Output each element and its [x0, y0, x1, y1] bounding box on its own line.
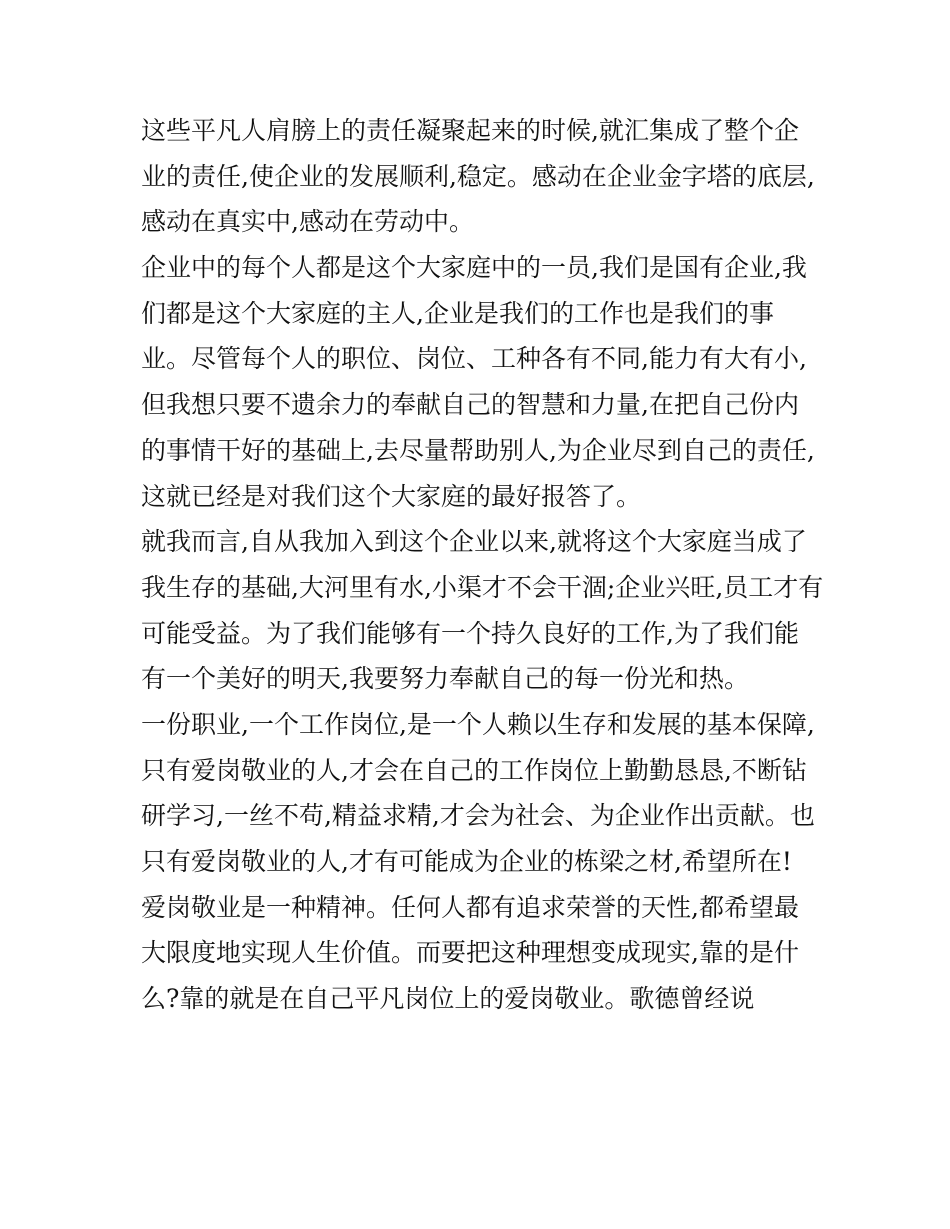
text-line: 我生存的基础,大河里有水,小渠才不会干涸;企业兴旺,员工才有: [141, 572, 824, 602]
text-line: 一份职业,一个工作岗位,是一个人赖以生存和发展的基本保障,: [141, 709, 815, 739]
text-line: 可能受益。为了我们能够有一个持久良好的工作,为了我们能: [141, 618, 799, 648]
text-line: 业。尽管每个人的职位、岗位、工种各有不同,能力有大有小,: [141, 344, 807, 374]
text-line: 的事情干好的基础上,去尽量帮助别人,为企业尽到自己的责任,: [141, 435, 815, 465]
text-line: 只有爱岗敬业的人,才会在自己的工作岗位上勤勤恳恳,不断钻: [141, 755, 807, 785]
text-line: 们都是这个大家庭的主人,企业是我们的工作也是我们的事: [141, 298, 774, 328]
text-line: 感动在真实中,感动在劳动中。: [141, 207, 474, 237]
text-line: 有一个美好的明天,我要努力奉献自己的每一份光和热。: [141, 664, 749, 694]
text-line: 业的责任,使企业的发展顺利,稳定。感动在企业金字塔的底层,: [141, 161, 815, 191]
text-line: 这些平凡人肩膀上的责任凝聚起来的时候,就汇集成了整个企: [141, 116, 799, 145]
text-line: 但我想只要不遗余力的奉献自己的智慧和力量,在把自己份内: [141, 390, 799, 420]
text-line: 这就已经是对我们这个大家庭的最好报答了。: [141, 481, 642, 511]
text-line: 么?靠的就是在自己平凡岗位上的爱岗敬业。歌德曾经说: [141, 984, 755, 1014]
text-line: 只有爱岗敬业的人,才有可能成为企业的栋梁之材,希望所在!: [141, 847, 792, 876]
document-body: [141, 108, 824, 1022]
text-line: 研学习,一丝不苟,精益求精,才会为社会、为企业作出贡献。也: [141, 801, 815, 831]
text-line: 大限度地实现人生价值。而要把这种理想变成现实,靠的是什: [141, 938, 799, 968]
text-line: 企业中的每个人都是这个大家庭中的一员,我们是国有企业,我: [141, 253, 807, 283]
text-line: 就我而言,自从我加入到这个企业以来,就将这个大家庭当成了: [141, 527, 807, 557]
text-line: 爱岗敬业是一种精神。任何人都有追求荣誉的天性,都希望最: [141, 892, 799, 922]
